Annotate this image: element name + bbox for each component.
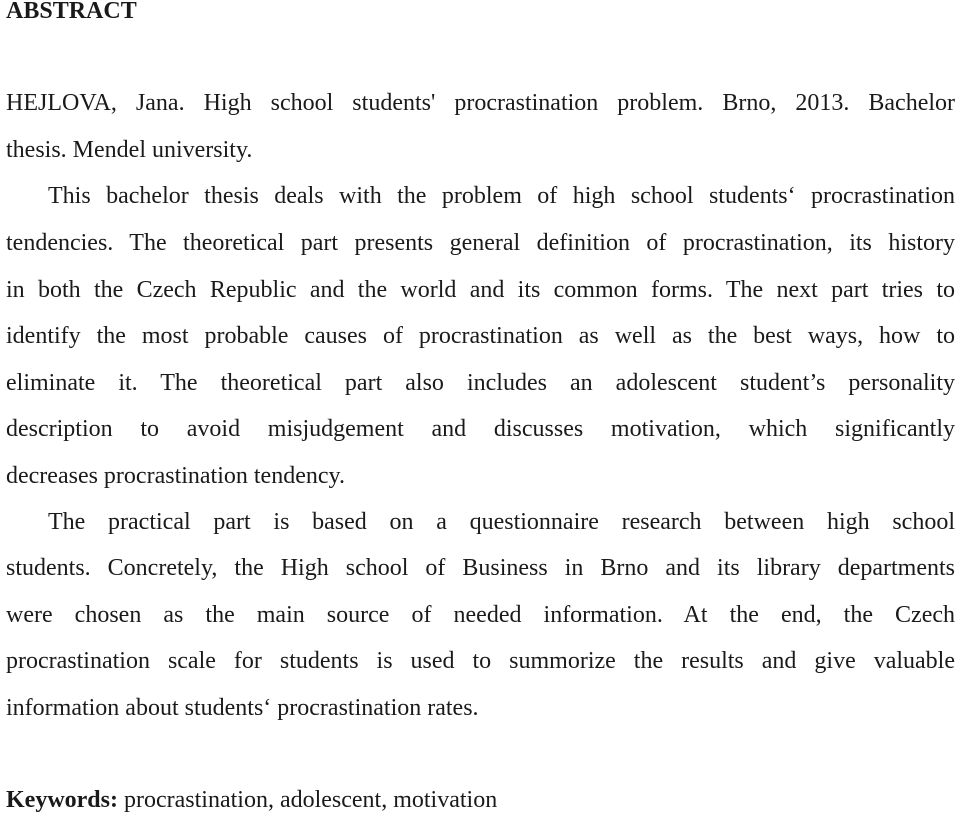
paragraph-line: description to avoid misjudgement and discusses motivation, which significantly: [6, 416, 955, 442]
citation-line: thesis. Mendel university.: [6, 137, 253, 163]
paragraph-line: This bachelor thesis deals with the problem of high school students‘ procrastination: [48, 183, 955, 209]
paragraph-line: decreases procrastination tendency.: [6, 463, 345, 489]
abstract-heading: ABSTRACT: [6, 0, 137, 24]
paragraph-line: procrastination scale for students is used to summorize the results and give valuable: [6, 648, 955, 674]
citation-line: HEJLOVA, Jana. High school students' procrastination problem. Brno, 2013. Bachelor: [6, 90, 955, 116]
keywords-label: Keywords:: [6, 787, 118, 813]
paragraph-line: information about students‘ procrastination rates.: [6, 695, 479, 721]
paragraph-line: The practical part is based on a questionnaire research between high school: [48, 509, 955, 535]
paragraph-line: tendencies. The theoretical part presents general definition of procrastination, its history: [6, 230, 955, 256]
paragraph-line: eliminate it. The theoretical part also includes an adolescent student’s personality: [6, 370, 955, 396]
paragraph-line: were chosen as the main source of needed information. At the end, the Czech: [6, 602, 955, 628]
paragraph-line: identify the most probable causes of procrastination as well as the best ways, how to: [6, 323, 955, 349]
keywords-line: [6, 785, 497, 815]
paragraph-line: in both the Czech Republic and the world and its common forms. The next part tries to: [6, 277, 955, 303]
keywords-value: procrastination, adolescent, motivation: [123, 787, 498, 813]
paragraph-line: students. Concretely, the High school of Business in Brno and its library departments: [6, 555, 955, 581]
